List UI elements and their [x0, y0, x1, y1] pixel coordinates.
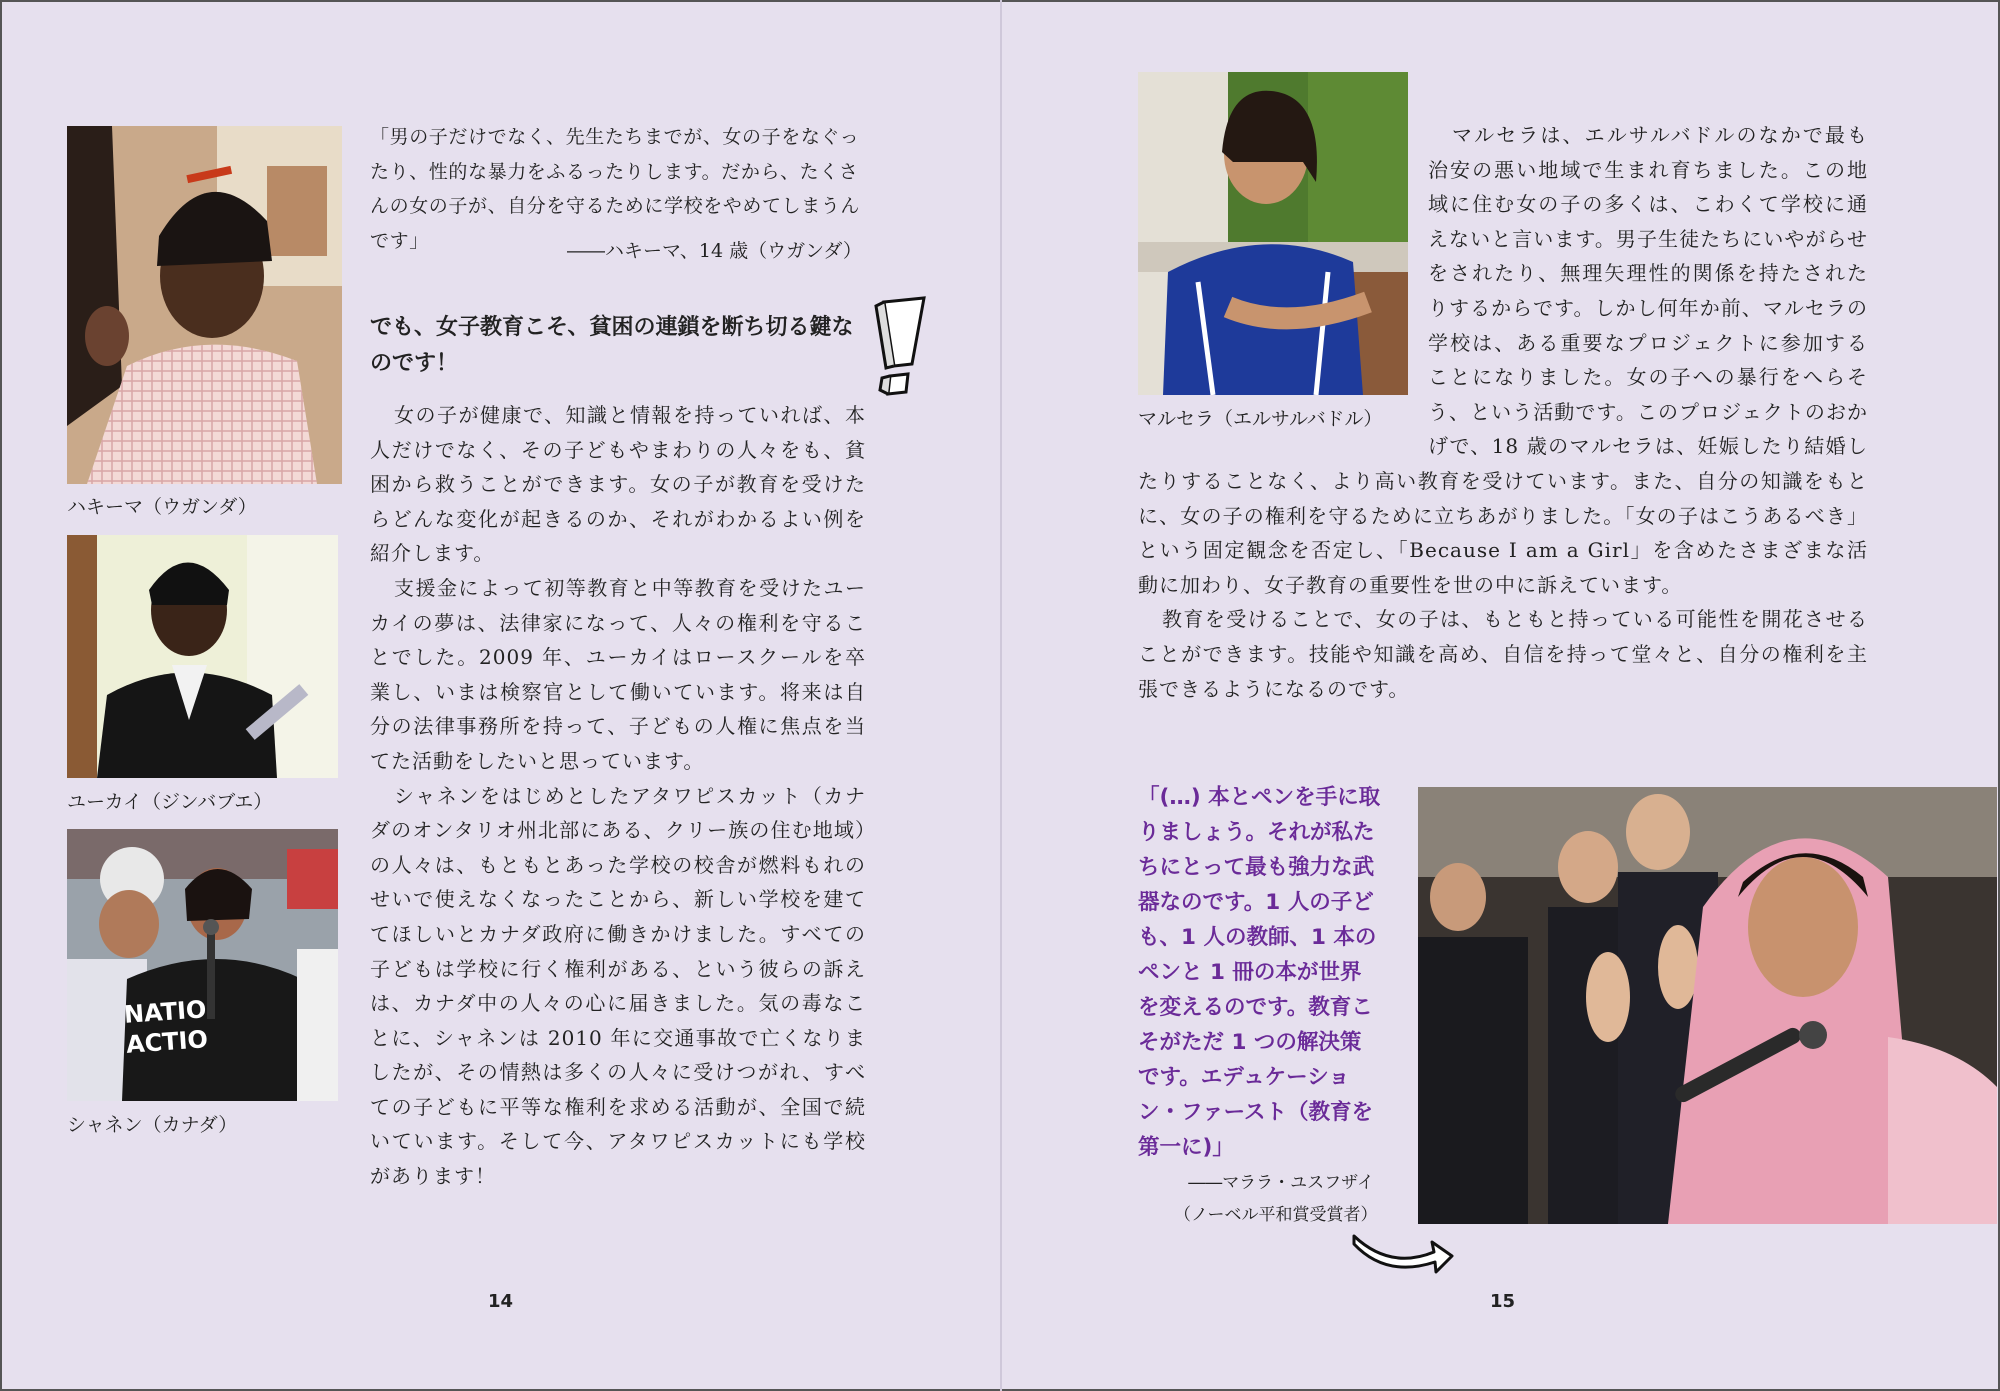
- malala-photo: [1418, 787, 1997, 1224]
- hakima-photo: [67, 126, 342, 484]
- paragraph-yukai: 支援金によって初等教育と中等教育を受けたユーカイの夢は、法律家になって、人々の権利を守ることでした。2009 年、ユーカイはロースクールを卒業し、いまは検察官として働いています。将来は自分の法律事務所を持って、子どもの人権に焦点を当てた活動をしたいと思っています。: [370, 575, 866, 773]
- paragraph-shannen: シャネンをはじめとしたアタワピスカット（カナダのオンタリオ州北部にある、クリー族の住む地域）の人々は、もともとあった学校の校舎が燃料もれのせいで使えなくなったことから、新しい学校を建ててほしいとカナダ政府に働きかけました。すべての子どもは学校に行く権利がある、という彼らの訴えは、カナダ中の人々の心に届きました。気の毒なことに、シャネンは 2010 年に交通事故で亡くなりましたが、その情熱は多くの人々に受けつがれ、すべての子どもに平等な権利を求める活動が、全国で続いています。そして今、アタワピスカットにも学校があります！: [370, 783, 866, 1189]
- shirt-text-line-2: ACTIO: [125, 1025, 209, 1059]
- right-page: [1002, 0, 2000, 1391]
- right-body-text: [1138, 118, 1868, 706]
- shirt-text: [123, 994, 209, 1060]
- malala-quote: 「(…) 本とペンを手に取りましょう。それが私たちにとって最も強力な武器なのです。1 人の子ども、1 人の教師、1 本のペンと 1 冊の本が世界を変えるのです。教育こそがただ 1 つの解決策です。エデュケーション・ファースト（教育を第一に)」: [1138, 785, 1381, 1160]
- shirt-text-line-1: NATIO: [123, 995, 208, 1029]
- hakima-quote: 「男の子だけでなく、先生たちまでが、女の子をなぐったり、性的な暴力をふるったりします。だから、たくさんの女の子が、自分を守るために学校をやめてしまうんです」: [370, 126, 861, 252]
- yukai-caption: ユーカイ（ジンバブエ）: [67, 791, 273, 813]
- malala-attribution: ――マララ・ユスフザイ: [1188, 1173, 1374, 1193]
- hakima-quote-attribution: ――ハキーマ、14 歳（ウガンダ）: [567, 240, 862, 262]
- section-heading: でも、女子教育こそ、貧困の連鎖を断ち切る鍵なのです！: [370, 315, 854, 376]
- page-number-left: 14: [488, 1291, 514, 1312]
- shannen-caption: シャネン（カナダ）: [67, 1114, 238, 1136]
- yukai-photo: [67, 535, 338, 778]
- shannen-photo: [67, 829, 338, 1101]
- marcela-caption: マルセラ（エルサルバドル）: [1138, 408, 1383, 430]
- left-body-text: [370, 398, 866, 1194]
- text-float-spacer: [1138, 118, 1428, 450]
- paragraph-intro: 女の子が健康で、知識と情報を持っていれば、本人だけでなく、その子どもやまわりの人々をも、貧困から救うことができます。女の子が教育を受けたらどんな変化が起きるのか、それがわかるよい例を紹介します。: [370, 403, 866, 566]
- paragraph-marcela: マルセラは、エルサルバドルのなかで最も治安の悪い地域で生まれ育ちました。この地域に住む女の子の多くは、こわくて学校に通えないと言います。男子生徒たちにいやがらせをされたり、無理矢理性的関係を持たされたりするからです。しかし何年か前、マルセラの学校は、ある重要なプロジェクトに参加することになりました。女の子への暴行をへらそう、という活動です。このプロジェクトのおかげで、18 歳のマルセラは、妊娠したり結婚したりすることなく、より高い教育を受けています。また、自分の知識をもとに、女の子の権利を守るために立ちあがりました。「女の子はこうあるべき」という固定観念を否定し、「Because I am a Girl」を含めたさまざまな活動に加わり、女子教育の重要性を世の中に訴えています。: [1138, 123, 1868, 597]
- malala-note: （ノーベル平和賞受賞者）: [1174, 1205, 1378, 1225]
- page-number-right: 15: [1490, 1291, 1516, 1312]
- curved-arrow-icon: [1350, 1226, 1456, 1278]
- exclamation-icon: [872, 296, 930, 402]
- paragraph-conclusion: 教育を受けることで、女の子は、もともと持っている可能性を開花させることができます。技能や知識を高め、自信を持って堂々と、自分の権利を主張できるようになるのです。: [1138, 607, 1868, 701]
- hakima-caption: ハキーマ（ウガンダ）: [67, 496, 257, 518]
